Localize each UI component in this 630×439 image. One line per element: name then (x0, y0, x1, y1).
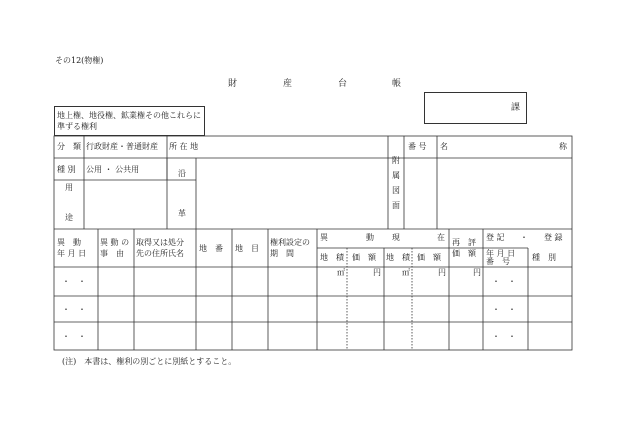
col-change-date-2: 年 月 日 (57, 249, 87, 258)
col-change-reason-1: 異 動 の (100, 238, 130, 247)
col-change-date-1: 異 動 (57, 238, 81, 247)
enkaku-char-2: 革 (178, 209, 186, 218)
footnote: (注) 本書は、権利の別ごとに別紙とすること。 (62, 357, 237, 366)
youto-char-1: 用 (65, 183, 73, 192)
col-acquirer-1: 取得又は処分 (136, 238, 184, 247)
col-area-2: 地 積 (386, 253, 410, 262)
col-revalue-1: 再 評 (452, 238, 476, 247)
form-number: その12(物権) (55, 56, 104, 65)
fuzoku-char-1: 附 (392, 156, 400, 165)
row-2-registry: ・ ・ (492, 305, 516, 314)
section-label: 課 (511, 103, 521, 113)
col-after-change-3: 現 (392, 233, 400, 242)
row-1-registry: ・ ・ (492, 277, 516, 286)
col-registry-2: ・ (520, 233, 528, 242)
col-after-change-1: 異 (320, 233, 328, 242)
right-kind-text: 地上権、地役権、鉱業権その他これらに準ずる権利 (57, 111, 201, 131)
col-registry-1: 登 記 (486, 233, 505, 242)
col-registry-3: 登 録 (544, 233, 563, 242)
title-char-2: 産 (283, 79, 293, 89)
row-3-registry: ・ ・ (492, 332, 516, 341)
number-label: 番 号 (408, 142, 427, 151)
row-3-date: ・ ・ (62, 332, 86, 341)
col-registry-type: 種 別 (532, 253, 556, 262)
col-acquirer-2: 先の住所氏名 (136, 249, 184, 258)
title-char-1: 財 (228, 79, 238, 89)
col-value-1: 価 額 (352, 253, 376, 262)
col-value-2: 価 額 (417, 253, 441, 262)
col-after-change-4: 在 (437, 233, 445, 242)
shubetsu-label: 種 別 (57, 165, 76, 174)
fuzoku-char-4: 面 (392, 201, 400, 210)
col-land-category: 地 目 (235, 244, 259, 253)
unit-sqm-1: ㎡ (337, 268, 345, 277)
bunrui-label: 分 類 (57, 142, 81, 151)
fuzoku-char-3: 図 (392, 186, 400, 195)
col-lot-number: 地 番 (199, 244, 223, 253)
name-label: 名 (440, 142, 448, 151)
row-1-date: ・ ・ (62, 277, 86, 286)
title-char-4: 帳 (392, 79, 402, 89)
unit-yen-3: 円 (473, 268, 481, 277)
unit-sqm-2: ㎡ (402, 268, 410, 277)
col-revalue-2: 価 額 (452, 249, 476, 258)
fuzoku-char-2: 属 (392, 171, 400, 180)
col-registry-date-2: 番 号 (486, 257, 510, 266)
enkaku-char-1: 沿 (178, 169, 186, 178)
bunrui-value: 行政財産・普通財産 (86, 142, 158, 151)
col-registry-date-1: 年 月 日 (486, 249, 516, 258)
col-after-change-2: 動 (366, 233, 374, 242)
shubetsu-value: 公用 ・ 公共用 (86, 165, 140, 174)
col-change-reason-2: 事 由 (100, 249, 124, 258)
title-char-3: 台 (338, 79, 348, 89)
row-2-date: ・ ・ (62, 305, 86, 314)
col-area-1: 地 積 (320, 253, 344, 262)
col-period-1: 権利設定の (270, 238, 310, 247)
unit-yen-2: 円 (438, 268, 446, 277)
col-period-2: 期 間 (270, 249, 294, 258)
name-label-end: 称 (559, 142, 567, 151)
unit-yen-1: 円 (373, 268, 381, 277)
youto-char-2: 途 (65, 213, 73, 222)
location-label: 所 在 地 (169, 142, 199, 151)
